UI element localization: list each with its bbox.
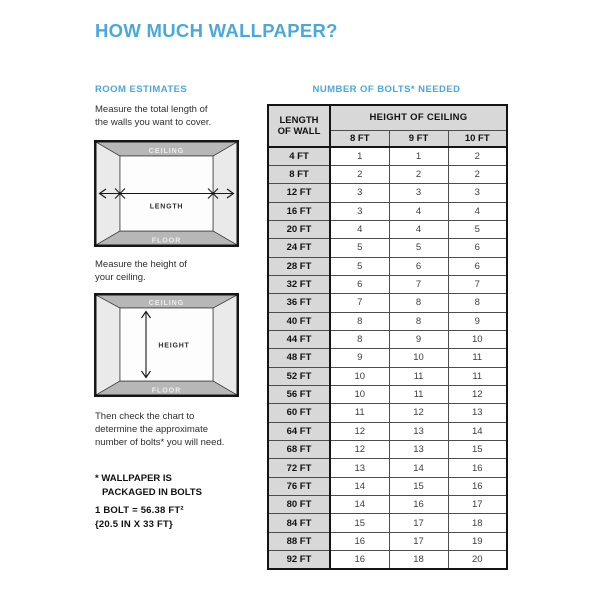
height-of-ceiling-header: HEIGHT OF CEILING bbox=[330, 105, 507, 130]
wall-length-cell: 68 FT bbox=[268, 441, 330, 459]
bolt-count-cell: 10 bbox=[389, 349, 448, 367]
room-estimates-heading: ROOM ESTIMATES bbox=[95, 84, 188, 95]
bolt-count-cell: 11 bbox=[389, 367, 448, 385]
bolt-count-cell: 2 bbox=[389, 165, 448, 183]
floor-label: FLOOR bbox=[151, 387, 182, 395]
bolt-count-cell: 5 bbox=[389, 239, 448, 257]
bolt-count-cell: 8 bbox=[330, 312, 389, 330]
bolt-count-cell: 17 bbox=[448, 496, 507, 514]
wall-length-cell: 44 FT bbox=[268, 330, 330, 348]
bolt-count-cell: 3 bbox=[330, 184, 389, 202]
ceiling-label: CEILING bbox=[148, 148, 185, 155]
table-row bbox=[268, 551, 507, 569]
wall-length-cell: 20 FT bbox=[268, 220, 330, 238]
bolt-count-cell: 8 bbox=[448, 294, 507, 312]
table-header-row-main bbox=[268, 105, 507, 130]
bolts-table-body bbox=[268, 147, 507, 569]
step1-instruction bbox=[95, 103, 211, 129]
bolt-count-cell: 18 bbox=[448, 514, 507, 532]
wall-length-cell: 56 FT bbox=[268, 385, 330, 403]
bolt-count-cell: 19 bbox=[448, 532, 507, 550]
wall-length-cell: 36 FT bbox=[268, 294, 330, 312]
wall-length-cell: 16 FT bbox=[268, 202, 330, 220]
bolt-count-cell: 9 bbox=[330, 349, 389, 367]
bolt-count-cell: 3 bbox=[389, 184, 448, 202]
bolt-count-cell: 11 bbox=[389, 385, 448, 403]
bolt-count-cell: 16 bbox=[448, 459, 507, 477]
footnote-line1: * WALLPAPER IS bbox=[95, 473, 172, 484]
length-label: LENGTH bbox=[149, 203, 184, 211]
bolt-count-cell: 16 bbox=[330, 551, 389, 569]
table-row bbox=[268, 459, 507, 477]
bolt-count-cell: 14 bbox=[448, 422, 507, 440]
bolt-count-cell: 4 bbox=[330, 220, 389, 238]
wall-length-cell: 32 FT bbox=[268, 275, 330, 293]
wall-length-cell: 60 FT bbox=[268, 404, 330, 422]
step3-line2: determine the approximate bbox=[95, 424, 209, 435]
length-room-diagram bbox=[94, 140, 239, 247]
bolt-count-cell: 3 bbox=[448, 184, 507, 202]
step3-instruction bbox=[95, 410, 224, 449]
bolt-count-cell: 17 bbox=[389, 514, 448, 532]
bolt-count-cell: 6 bbox=[389, 257, 448, 275]
table-row bbox=[268, 202, 507, 220]
bolt-count-cell: 11 bbox=[448, 349, 507, 367]
table-row bbox=[268, 496, 507, 514]
bolt-count-cell: 3 bbox=[330, 202, 389, 220]
table-row bbox=[268, 147, 507, 165]
table-row bbox=[268, 312, 507, 330]
wall-length-cell: 52 FT bbox=[268, 367, 330, 385]
bolt-count-cell: 14 bbox=[330, 477, 389, 495]
length-of-wall-header-line2: OF WALL bbox=[277, 126, 321, 137]
table-row bbox=[268, 220, 507, 238]
wall-length-cell: 4 FT bbox=[268, 147, 330, 165]
bolt-count-cell: 9 bbox=[448, 312, 507, 330]
bolt-count-cell: 13 bbox=[448, 404, 507, 422]
table-row bbox=[268, 404, 507, 422]
table-row bbox=[268, 165, 507, 183]
bolt-count-cell: 7 bbox=[448, 275, 507, 293]
bolt-count-cell: 6 bbox=[448, 239, 507, 257]
bolt-count-cell: 5 bbox=[330, 239, 389, 257]
bolt-count-cell: 4 bbox=[389, 220, 448, 238]
bolts-footnote bbox=[95, 472, 202, 500]
ceiling-8ft-header: 8 FT bbox=[330, 130, 389, 147]
wall-length-cell: 8 FT bbox=[268, 165, 330, 183]
table-row bbox=[268, 330, 507, 348]
bolt-count-cell: 14 bbox=[330, 496, 389, 514]
right-wall-face bbox=[213, 295, 237, 395]
bolt-count-cell: 20 bbox=[448, 551, 507, 569]
table-row bbox=[268, 477, 507, 495]
bolt-count-cell: 1 bbox=[330, 147, 389, 165]
bolt-count-cell: 4 bbox=[448, 202, 507, 220]
bolt-count-cell: 1 bbox=[389, 147, 448, 165]
bolt-count-cell: 18 bbox=[389, 551, 448, 569]
step2-line1: Measure the height of bbox=[95, 259, 187, 270]
bolt-count-cell: 16 bbox=[448, 477, 507, 495]
table-row bbox=[268, 349, 507, 367]
left-wall-face bbox=[96, 295, 120, 395]
wall-length-cell: 88 FT bbox=[268, 532, 330, 550]
wall-length-cell: 84 FT bbox=[268, 514, 330, 532]
bolt-def-line2: {20.5 IN X 33 FT} bbox=[95, 518, 173, 530]
wall-length-cell: 40 FT bbox=[268, 312, 330, 330]
length-of-wall-header-line1: LENGTH bbox=[279, 115, 319, 126]
wall-length-cell: 12 FT bbox=[268, 184, 330, 202]
wall-length-cell: 28 FT bbox=[268, 257, 330, 275]
bolt-count-cell: 12 bbox=[330, 422, 389, 440]
step1-line1: Measure the total length of bbox=[95, 104, 208, 115]
bolt-count-cell: 10 bbox=[330, 385, 389, 403]
bolt-count-cell: 6 bbox=[330, 275, 389, 293]
bolt-count-cell: 8 bbox=[389, 312, 448, 330]
bolt-count-cell: 7 bbox=[389, 275, 448, 293]
bolt-count-cell: 11 bbox=[448, 367, 507, 385]
page-title: HOW MUCH WALLPAPER? bbox=[95, 20, 338, 41]
bolt-count-cell: 5 bbox=[330, 257, 389, 275]
bolt-count-cell: 12 bbox=[448, 385, 507, 403]
bolt-count-cell: 9 bbox=[389, 330, 448, 348]
bolt-count-cell: 7 bbox=[330, 294, 389, 312]
table-row bbox=[268, 294, 507, 312]
bolt-count-cell: 13 bbox=[389, 422, 448, 440]
step3-line3: number of bolts* you will need. bbox=[95, 437, 225, 448]
height-label: HEIGHT bbox=[158, 342, 190, 350]
bolt-count-cell: 12 bbox=[389, 404, 448, 422]
wall-length-cell: 76 FT bbox=[268, 477, 330, 495]
step3-line1: Then check the chart to bbox=[95, 411, 195, 422]
bolt-count-cell: 15 bbox=[448, 441, 507, 459]
table-row bbox=[268, 422, 507, 440]
ceiling-10ft-header: 10 FT bbox=[448, 130, 507, 147]
bolt-count-cell: 17 bbox=[389, 532, 448, 550]
bolt-count-cell: 10 bbox=[448, 330, 507, 348]
bolt-count-cell: 15 bbox=[330, 514, 389, 532]
bolt-def-line1: 1 BOLT = 56.38 FT² bbox=[95, 505, 184, 516]
bolts-needed-table bbox=[267, 104, 508, 570]
table-row bbox=[268, 184, 507, 202]
bolt-count-cell: 12 bbox=[330, 441, 389, 459]
wall-length-cell: 92 FT bbox=[268, 551, 330, 569]
ceiling-9ft-header: 9 FT bbox=[389, 130, 448, 147]
height-room-diagram bbox=[94, 293, 239, 397]
bolt-count-cell: 8 bbox=[389, 294, 448, 312]
bolt-count-cell: 11 bbox=[330, 404, 389, 422]
table-row bbox=[268, 532, 507, 550]
floor-label: FLOOR bbox=[151, 237, 182, 245]
table-row bbox=[268, 239, 507, 257]
bolt-count-cell: 8 bbox=[330, 330, 389, 348]
bolt-count-cell: 16 bbox=[330, 532, 389, 550]
step2-line2: your ceiling. bbox=[95, 272, 146, 283]
wall-length-cell: 24 FT bbox=[268, 239, 330, 257]
table-row bbox=[268, 367, 507, 385]
wall-length-cell: 48 FT bbox=[268, 349, 330, 367]
wall-length-cell: 72 FT bbox=[268, 459, 330, 477]
table-row bbox=[268, 514, 507, 532]
footnote-line2: PACKAGED IN BOLTS bbox=[102, 487, 202, 498]
step2-instruction bbox=[95, 258, 187, 284]
bolt-count-cell: 13 bbox=[330, 459, 389, 477]
table-row bbox=[268, 257, 507, 275]
bolt-count-cell: 5 bbox=[448, 220, 507, 238]
bolt-count-cell: 14 bbox=[389, 459, 448, 477]
length-of-wall-header bbox=[268, 105, 330, 147]
bolt-count-cell: 2 bbox=[448, 165, 507, 183]
bolt-count-cell: 13 bbox=[389, 441, 448, 459]
bolt-count-cell: 16 bbox=[389, 496, 448, 514]
table-row bbox=[268, 385, 507, 403]
bolt-count-cell: 15 bbox=[389, 477, 448, 495]
wall-length-cell: 80 FT bbox=[268, 496, 330, 514]
table-row bbox=[268, 275, 507, 293]
bolt-count-cell: 10 bbox=[330, 367, 389, 385]
bolt-count-cell: 4 bbox=[389, 202, 448, 220]
ceiling-label: CEILING bbox=[148, 300, 185, 307]
bolt-count-cell: 2 bbox=[448, 147, 507, 165]
bolt-definition bbox=[95, 504, 184, 531]
bolt-count-cell: 6 bbox=[448, 257, 507, 275]
step1-line2: the walls you want to cover. bbox=[95, 117, 212, 128]
wall-length-cell: 64 FT bbox=[268, 422, 330, 440]
bolt-count-cell: 2 bbox=[330, 165, 389, 183]
bolts-needed-heading: NUMBER OF BOLTS* NEEDED bbox=[312, 84, 461, 95]
table-row bbox=[268, 441, 507, 459]
